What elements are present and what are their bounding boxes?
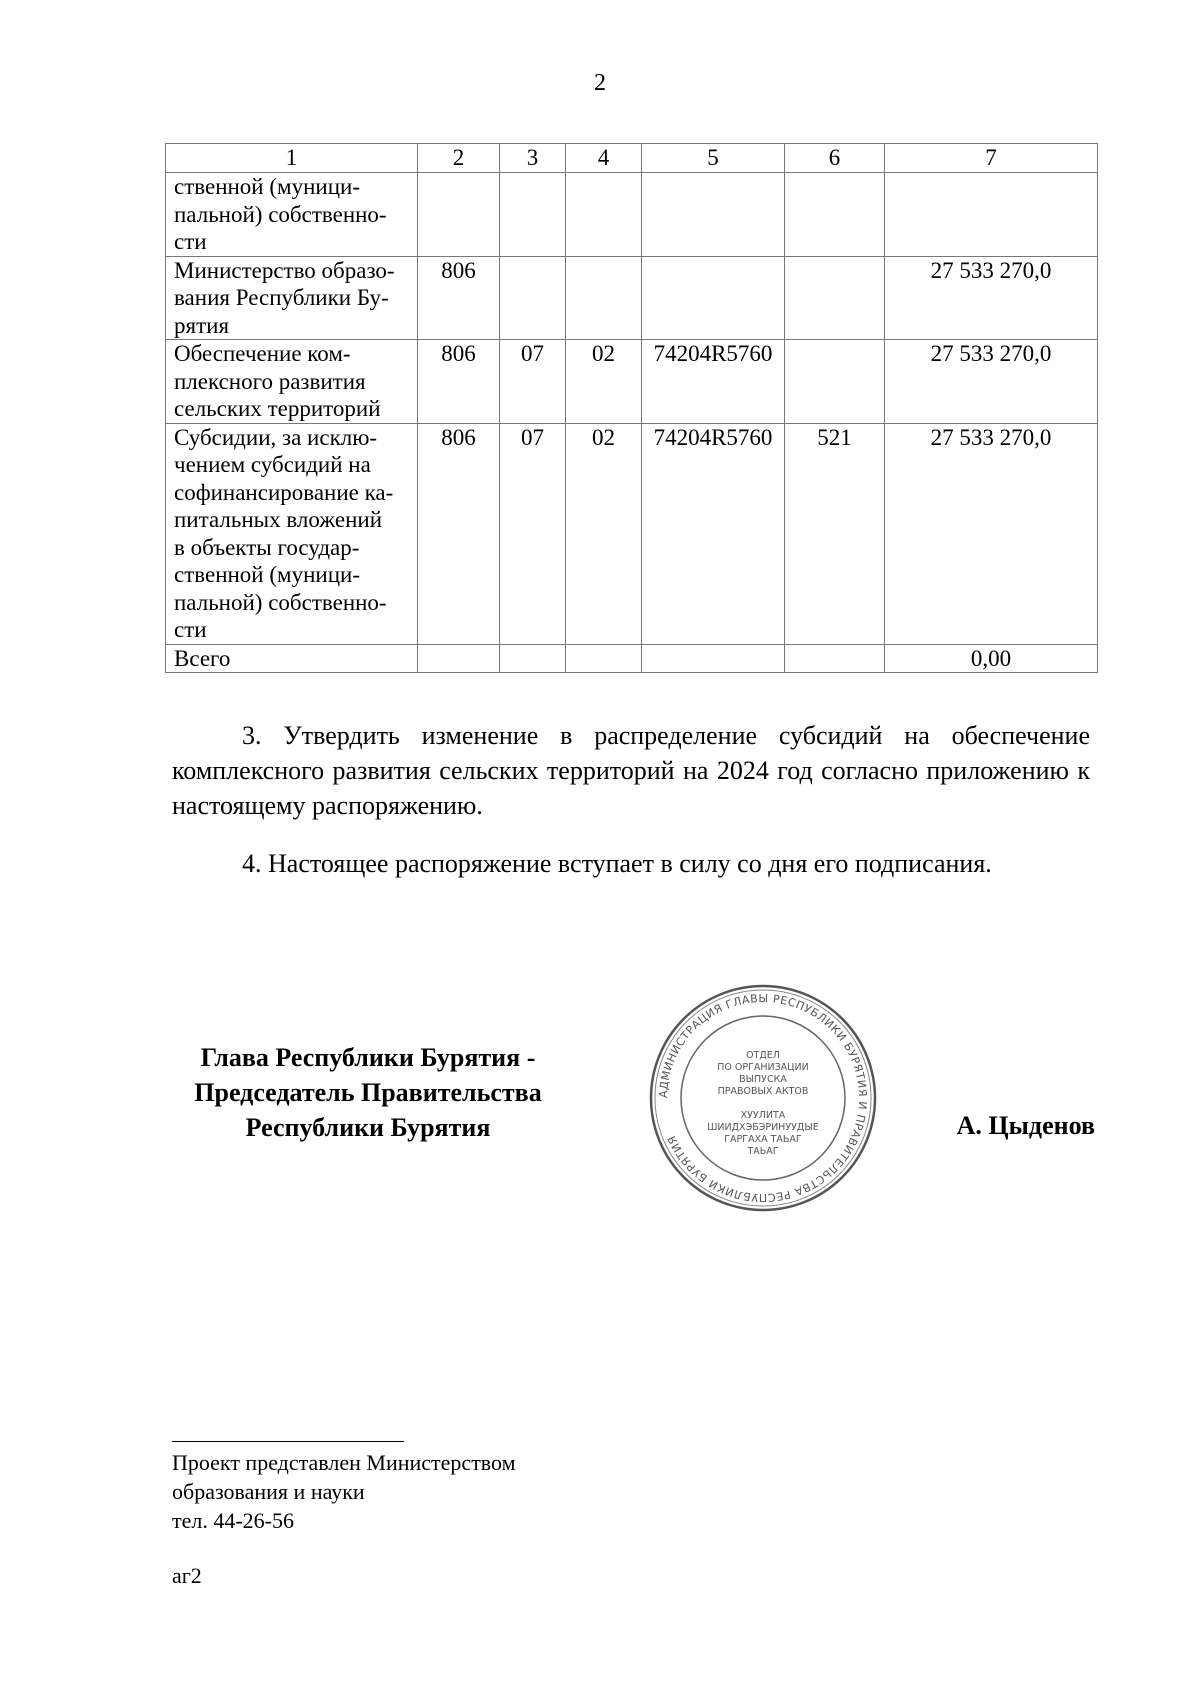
table-cell: [418, 173, 500, 257]
signatory-title-line: Председатель Правительства: [194, 1078, 542, 1107]
footnote-line: Проект представлен Министерством: [172, 1450, 516, 1475]
table-header-cell: 1: [166, 144, 418, 173]
table-cell: [885, 173, 1098, 257]
table-cell: [566, 173, 642, 257]
table-row: [166, 256, 1098, 340]
svg-text:АДМИНИСТРАЦИЯ ГЛАВЫ РЕСПУБЛИКИ: [657, 992, 869, 1204]
row-name-line: Обеспечение ком-: [174, 341, 351, 366]
table-cell: [642, 173, 785, 257]
table-cell: [566, 644, 642, 673]
seal-line: ПО ОРГАНИЗАЦИИ: [717, 1062, 809, 1073]
table-total-row: [166, 644, 1098, 673]
seal-line: ГАРГАХА ТАЬАГ: [724, 1134, 802, 1145]
table-cell: 74204R5760: [642, 340, 785, 424]
row-name-cell: [166, 340, 418, 424]
row-name-line: ственной (муници-: [174, 174, 360, 199]
row-name-line: чением субсидий на: [174, 452, 371, 477]
signatory-title-line: Глава Республики Бурятия -: [200, 1043, 536, 1072]
table-header-cell: 3: [500, 144, 566, 173]
table-cell: 27 533 270,0: [885, 340, 1098, 424]
seal-line: ПРАВОВЫХ АКТОВ: [717, 1086, 809, 1097]
table-cell: 806: [418, 256, 500, 340]
seal-line: ВЫПУСКА: [739, 1074, 787, 1085]
row-name-line: рятия: [174, 312, 230, 338]
table-cell: 02: [566, 340, 642, 424]
table-cell: 806: [418, 423, 500, 644]
table-cell: 806: [418, 340, 500, 424]
seal-line: ОТДЕЛ: [746, 1050, 780, 1061]
signatory-title-line: Республики Бурятия: [245, 1113, 491, 1142]
table-cell: 02: [566, 423, 642, 644]
table-cell: 27 533 270,0: [885, 423, 1098, 644]
table-cell: [500, 644, 566, 673]
table-cell: [642, 644, 785, 673]
table-cell: 07: [500, 423, 566, 644]
table-cell: [500, 256, 566, 340]
seal-outer-text: АДМИНИСТРАЦИЯ ГЛАВЫ РЕСПУБЛИКИ БУРЯТИЯ И ПРАВИТЕЛЬСТВА РЕСПУБЛИКИ БУРЯТИЯ: [656, 991, 870, 1205]
row-name-line: Всего: [174, 645, 231, 671]
paragraph-4: 4. Настоящее распоряжение вступает в силу со дня его подписания.: [242, 849, 992, 878]
row-name-line: Субсидии, за исклю-: [174, 424, 378, 450]
table-cell: 0,00: [885, 644, 1098, 673]
row-name-cell: [166, 423, 418, 644]
table-cell: [785, 340, 885, 424]
footnote-line: тел. 44-26-56: [172, 1508, 295, 1533]
paragraph-3: 3. Утвердить изменение в распределение субсидий на обеспечение комплексного развития сельских территорий на 2024 год согласно приложению к настоящему распоряжению.: [172, 721, 1090, 820]
row-name-cell: [166, 173, 418, 257]
table-row: [166, 340, 1098, 424]
footnote: [172, 1448, 772, 1535]
row-name-line: пальной) собственно-: [174, 589, 387, 615]
seal-line: ТАЬАГ: [747, 1146, 779, 1157]
row-name-cell: [166, 256, 418, 340]
table-header-cell: 7: [885, 144, 1098, 173]
seal-line: ХУУЛИТА: [740, 1110, 786, 1121]
table-header-row: [166, 144, 1098, 173]
document-code: аг2: [172, 1563, 202, 1588]
row-name-line: вания Республики Бу-: [174, 285, 389, 310]
table-cell: [785, 256, 885, 340]
official-seal-icon: [647, 982, 879, 1214]
row-name-line: сельских территорий: [174, 396, 381, 421]
seal-line: ШИИДХЭБЭРИНУУДЫЕ: [707, 1122, 819, 1133]
table-header-cell: 2: [418, 144, 500, 173]
table-cell: 521: [785, 423, 885, 644]
footnote-divider: [172, 1441, 404, 1442]
table-cell: [500, 173, 566, 257]
row-name-line: сти: [174, 229, 207, 254]
row-name-line: пальной) собственно-: [174, 201, 387, 227]
table-cell: [785, 644, 885, 673]
table-cell: [785, 173, 885, 257]
table-header-cell: 5: [642, 144, 785, 173]
signatory-name: А. Цыденов: [956, 1111, 1095, 1140]
page-number: 2: [594, 70, 606, 96]
row-name-line: Министерство образо-: [174, 257, 395, 283]
table-header-cell: 4: [566, 144, 642, 173]
table-row: [166, 423, 1098, 644]
table-cell: [642, 256, 785, 340]
table-cell: 74204R5760: [642, 423, 785, 644]
row-name-line: сти: [174, 617, 207, 642]
table-cell: [418, 644, 500, 673]
table-row: [166, 173, 1098, 257]
row-name-line: питальных вложений: [174, 507, 383, 532]
signatory-title: [168, 1040, 568, 1145]
row-name-line: ственной (муници-: [174, 562, 360, 587]
row-name-cell: [166, 644, 418, 673]
row-name-line: плексного развития: [174, 368, 366, 394]
budget-table: [165, 143, 1098, 673]
table-cell: 07: [500, 340, 566, 424]
row-name-line: софинансирование ка-: [174, 479, 394, 505]
row-name-line: в объекты государ-: [174, 534, 360, 560]
table-cell: 27 533 270,0: [885, 256, 1098, 340]
table-header-cell: 6: [785, 144, 885, 173]
table-cell: [566, 256, 642, 340]
footnote-line: образования и науки: [172, 1479, 365, 1504]
